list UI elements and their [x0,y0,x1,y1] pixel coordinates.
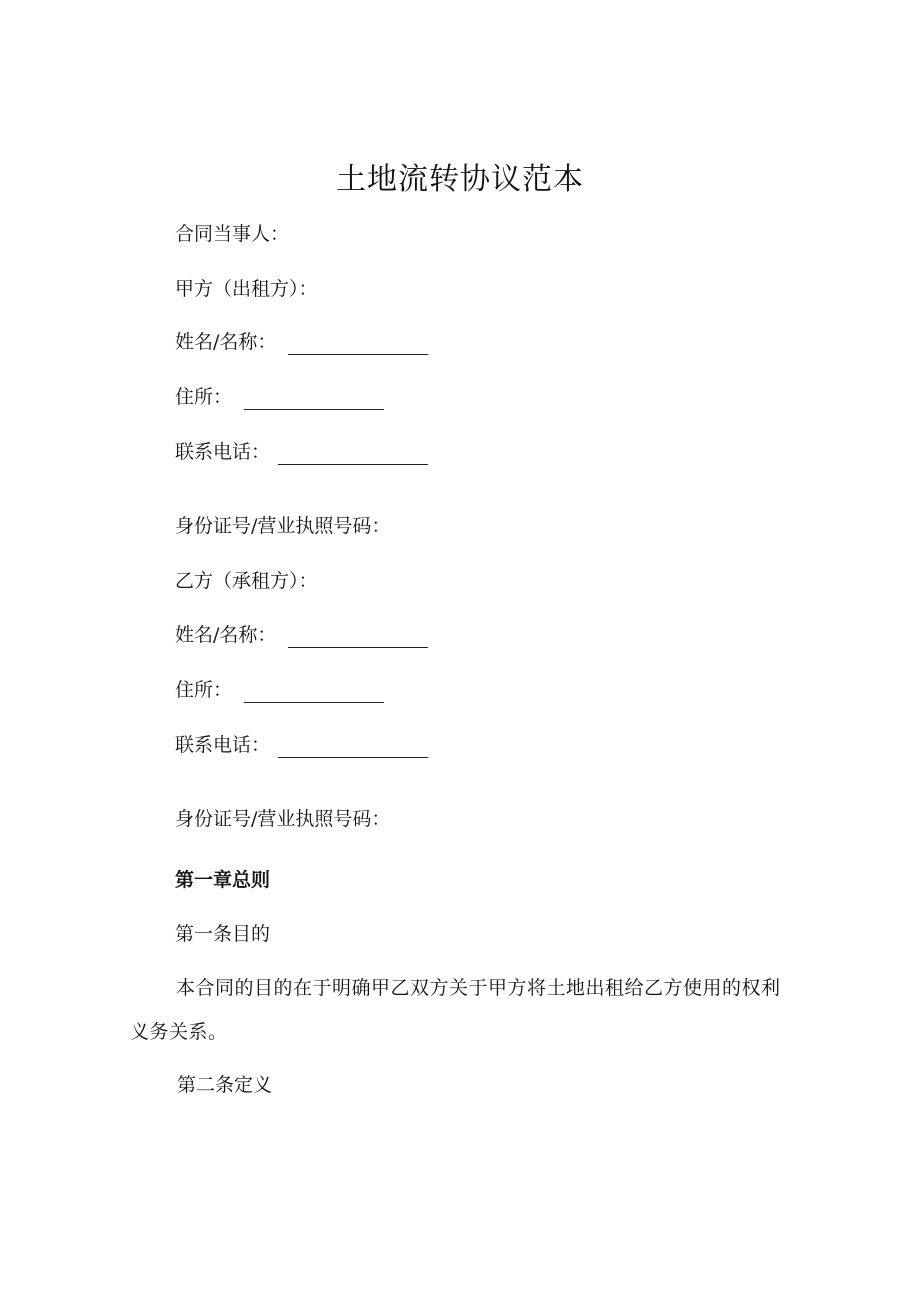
chapter-1-title: 第一章总则 [175,869,271,891]
party-a-phone-label: 联系电话： [175,441,271,463]
party-a-id-label: 身份证号/营业执照号码： [175,515,391,537]
party-b-id-label: 身份证号/营业执照号码： [175,808,391,830]
party-b-address-row [175,677,384,703]
party-a-name-label: 姓名/名称： [175,331,277,353]
party-b-name-row [175,622,428,648]
party-b-address-blank[interactable] [244,684,384,703]
party-a-address-label: 住所： [175,386,233,408]
party-a-phone-blank[interactable] [278,446,428,465]
article-1-body: 本合同的目的在于明确甲乙双方关于甲方将土地出租给乙方使用的权利义务关系。 [130,977,781,1043]
article-2-title: 第二条定义 [177,1074,273,1096]
article-1-title: 第一条目的 [175,923,271,945]
party-b-heading: 乙方（承租方）： [175,570,318,592]
party-a-heading: 甲方（出租方）： [175,278,318,300]
party-a-name-blank[interactable] [288,336,428,355]
party-a-address-row [175,384,384,410]
party-b-name-label: 姓名/名称： [175,624,277,646]
party-b-phone-blank[interactable] [278,739,428,758]
party-b-address-label: 住所： [175,679,233,701]
party-a-phone-row [175,439,428,465]
party-b-phone-label: 联系电话： [175,734,271,756]
party-a-address-blank[interactable] [244,391,384,410]
party-b-phone-row [175,732,428,758]
parties-label: 合同当事人： [175,223,290,245]
party-a-name-row [175,329,428,355]
document-title: 土地流转协议范本 [336,162,584,197]
party-b-name-blank[interactable] [288,629,428,648]
